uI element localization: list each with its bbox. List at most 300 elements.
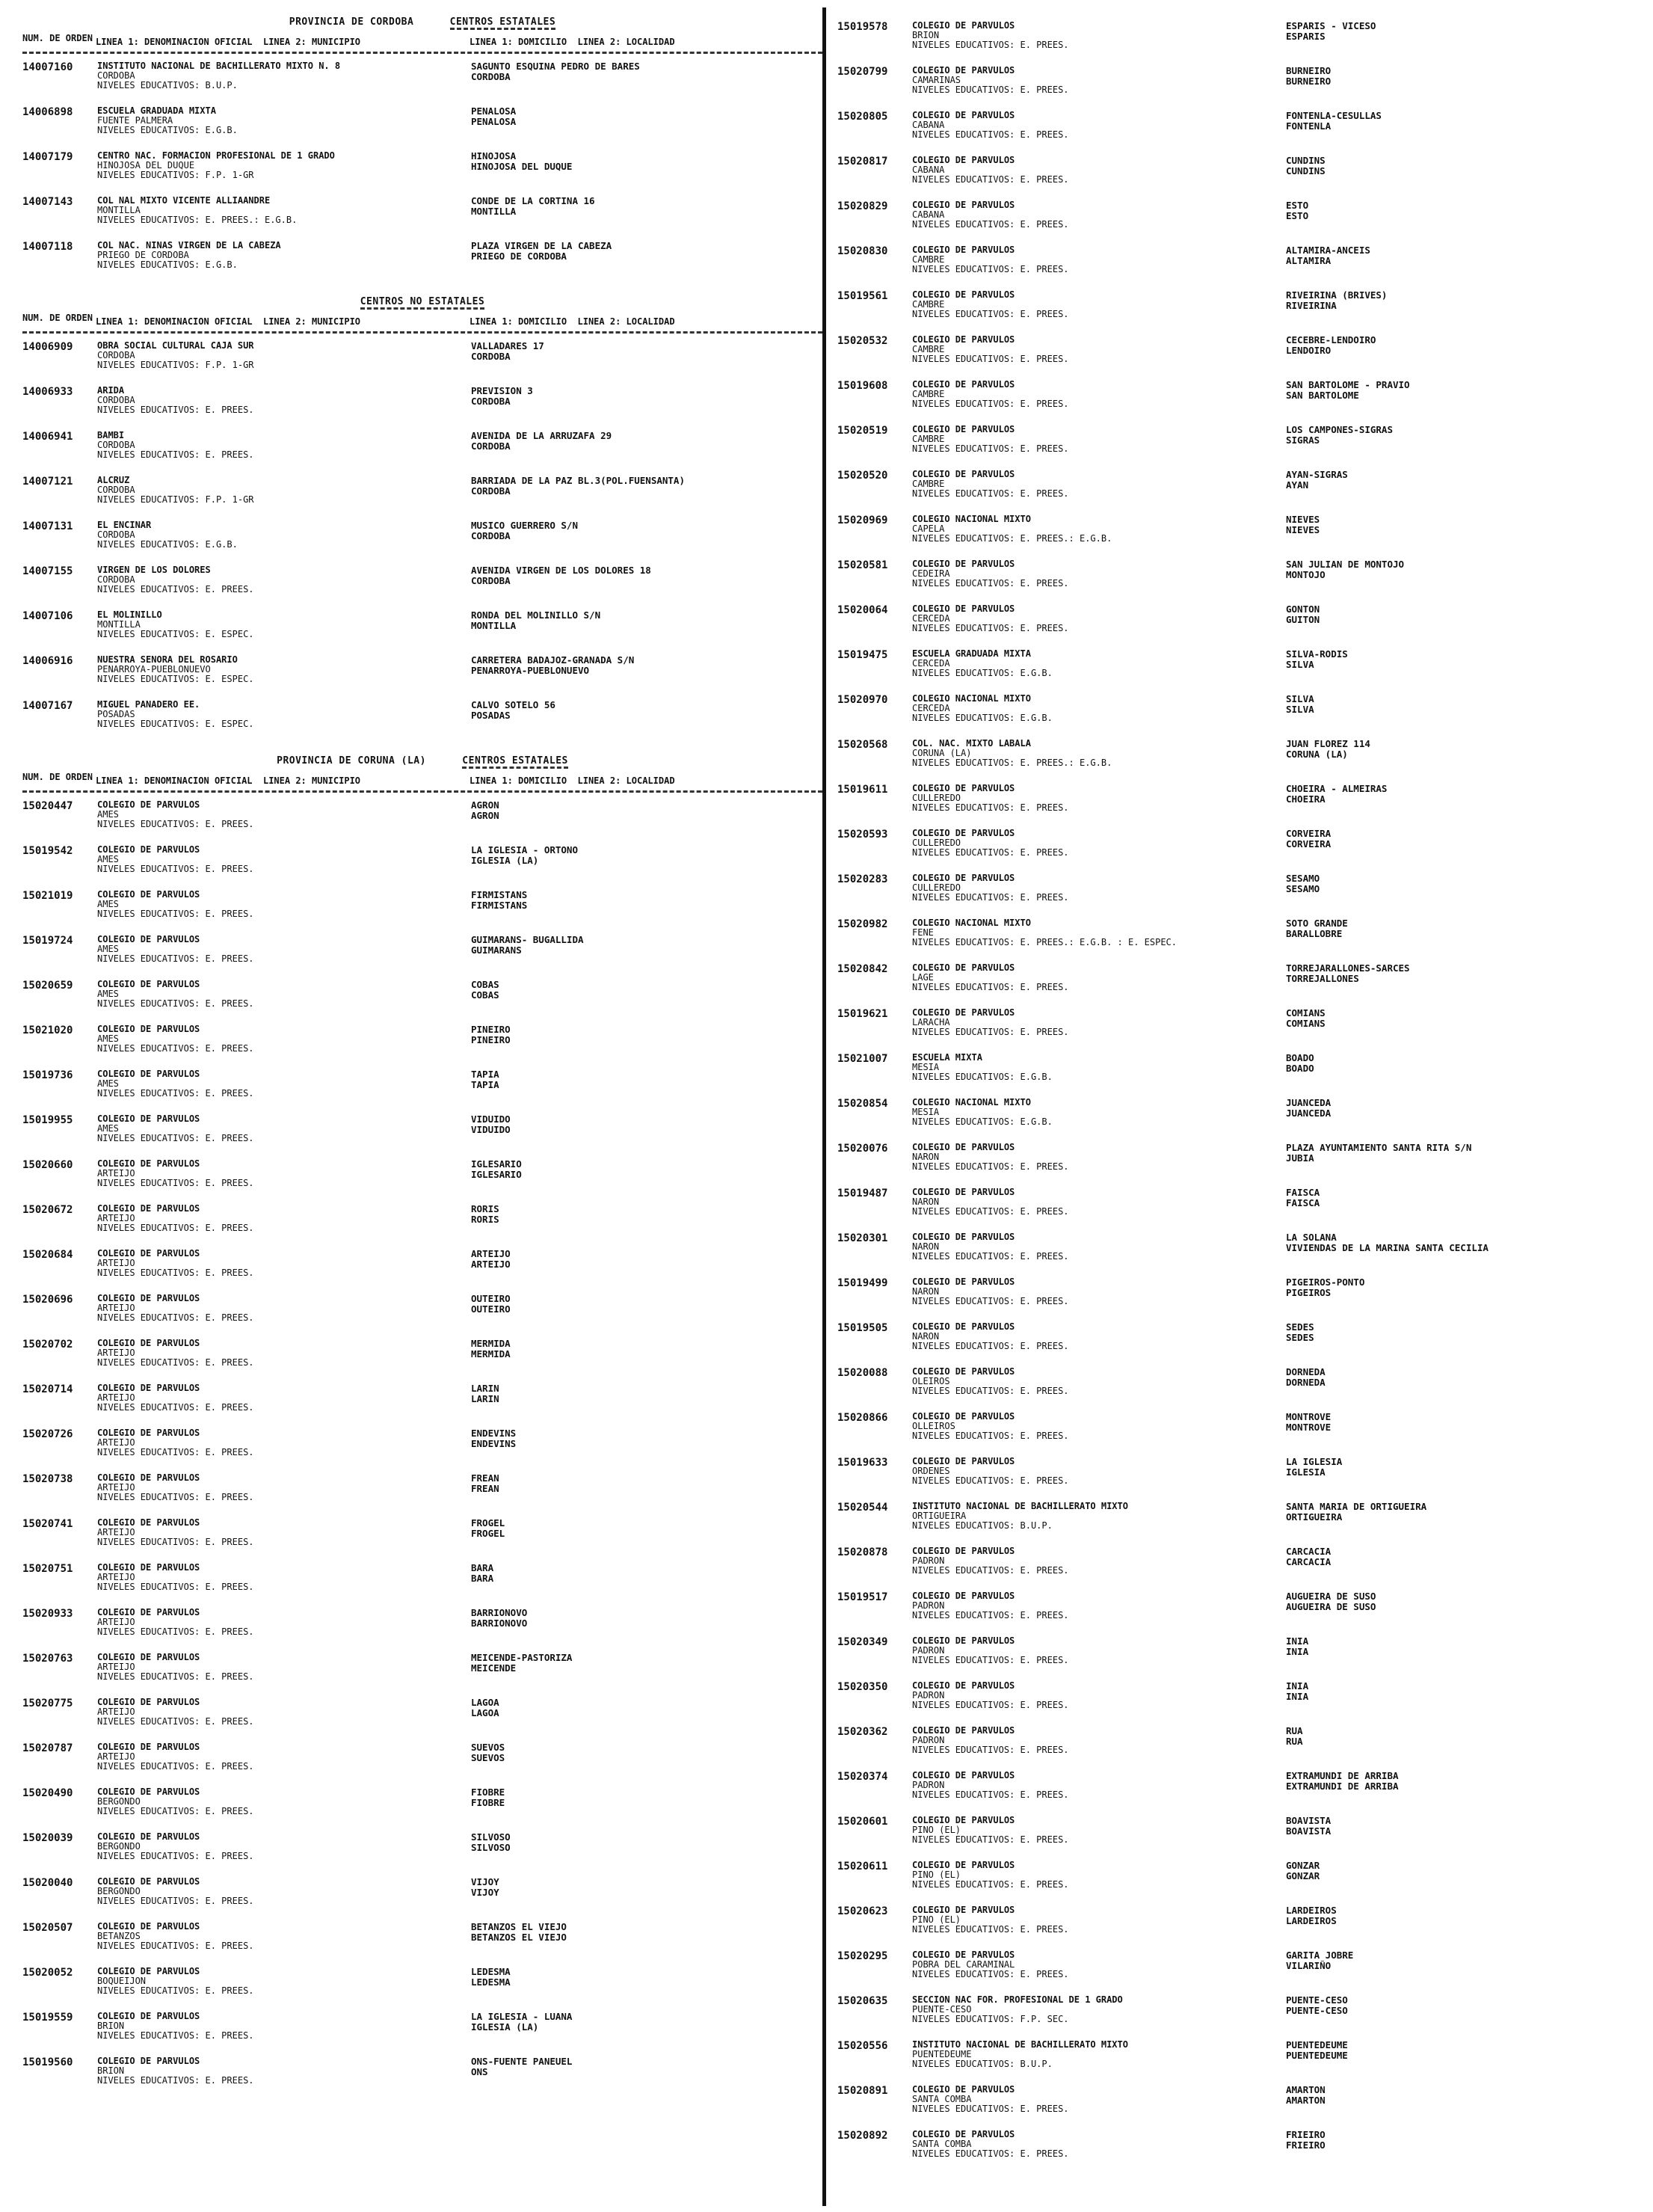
list-item (22, 1159, 822, 1204)
entry-address (1286, 694, 1637, 715)
entry-domicilio: ESPARIS - VICESO (1286, 21, 1376, 31)
entry-localidad: VIJOY (471, 1887, 499, 1898)
entry-municipio: CAMBRE (912, 255, 945, 265)
entry-name: COLEGIO DE PARVULOS (97, 1563, 200, 1573)
entry-address (471, 1922, 822, 1943)
list-item (22, 106, 822, 151)
list-item (837, 425, 1637, 470)
entry-denomination (97, 1877, 471, 1906)
entry-localidad: HINOJOSA DEL DUQUE (471, 162, 573, 172)
entry-domicilio: SUEVOS (471, 1742, 505, 1753)
entry-code: 15020076 (837, 1143, 888, 1155)
entry-denomination (912, 1950, 1286, 1979)
entry-code: 15019559 (22, 2012, 73, 2024)
entry-name: COLEGIO DE PARVULOS (97, 1428, 200, 1438)
entry-denomination (912, 694, 1286, 723)
entry-domicilio: CONDE DE LA CORTINA 16 (471, 196, 595, 206)
entry-niveles: NIVELES EDUCATIVOS: E. PREES. (912, 130, 1069, 140)
entry-domicilio: RORIS (471, 1204, 499, 1214)
entry-localidad: PIGEIROS (1286, 1288, 1332, 1298)
entry-domicilio: BARRIONOVO (471, 1608, 528, 1618)
entry-denomination (97, 845, 471, 874)
entry-denomination (97, 2056, 471, 2086)
entry-name: COLEGIO DE PARVULOS (912, 1771, 1015, 1781)
entry-municipio: CORDOBA (97, 485, 135, 495)
entry-localidad: BETANZOS EL VIEJO (471, 1932, 567, 1943)
entry-niveles: NIVELES EDUCATIVOS: E. PREES. (912, 85, 1069, 95)
entry-address (471, 1473, 822, 1494)
list-item (837, 649, 1637, 694)
entry-localidad: MONTOJO (1286, 570, 1326, 580)
entry-code: 15020635 (837, 1995, 888, 2007)
entry-domicilio: PENALOSA (471, 106, 517, 117)
entry-code: 15020556 (837, 2040, 888, 2052)
entry-name: COLEGIO DE PARVULOS (912, 1861, 1015, 1870)
entry-code: 15020714 (22, 1383, 73, 1395)
entry-address (1286, 335, 1637, 356)
entry-niveles: NIVELES EDUCATIVOS: E. PREES. (97, 1223, 254, 1233)
entry-name: COLEGIO DE PARVULOS (97, 1204, 200, 1214)
entry-localidad: GUITON (1286, 615, 1320, 625)
entry-niveles: NIVELES EDUCATIVOS: E. PREES. (97, 1134, 254, 1143)
list-item (837, 873, 1637, 918)
entry-code: 15020520 (837, 470, 888, 482)
entry-address (1286, 1726, 1637, 1747)
entry-municipio: PUENTEDEUME (912, 2050, 972, 2059)
entry-niveles: NIVELES EDUCATIVOS: E. PREES. (912, 2104, 1069, 2114)
entry-denomination (912, 1322, 1286, 1351)
list-item (837, 380, 1637, 425)
entry-name: COLEGIO DE PARVULOS (97, 1159, 200, 1169)
entry-niveles: NIVELES EDUCATIVOS: E. PREES. (912, 1431, 1069, 1441)
entry-denomination (912, 1188, 1286, 1217)
entry-denomination (912, 604, 1286, 633)
entry-niveles: NIVELES EDUCATIVOS: E. PREES. (912, 1611, 1069, 1620)
entry-code: 15020283 (837, 873, 888, 885)
entry-code: 15020891 (837, 2085, 888, 2097)
entry-domicilio: PREVISION 3 (471, 386, 533, 396)
entry-name: COLEGIO NACIONAL MIXTO (912, 514, 1031, 524)
entry-address (471, 106, 822, 127)
entry-denomination (97, 1742, 471, 1772)
section-coruna-estatales (22, 755, 822, 2112)
entry-domicilio: LARDEIROS (1286, 1905, 1337, 1916)
entry-code: 15020970 (837, 694, 888, 706)
entry-domicilio: GONTON (1286, 604, 1320, 615)
entry-denomination (97, 1249, 471, 1278)
entry-municipio: ARTEIJO (97, 1483, 135, 1493)
entry-municipio: CERCEDA (912, 704, 950, 713)
entry-domicilio: BARA (471, 1563, 494, 1573)
entry-domicilio: CECEBRE-LENDOIRO (1286, 335, 1376, 345)
entry-code: 15020787 (22, 1742, 73, 1754)
entry-code: 15020374 (837, 1771, 888, 1783)
entry-code: 14007160 (22, 61, 73, 73)
list-item (837, 200, 1637, 245)
entry-municipio: CAMBRE (912, 434, 945, 444)
entry-address (1286, 739, 1637, 760)
entry-code: 15020933 (22, 1608, 73, 1620)
entry-address (1286, 1636, 1637, 1657)
entry-denomination (912, 1502, 1286, 1531)
entry-name: COLEGIO DE PARVULOS (97, 1294, 200, 1303)
entry-municipio: PUENTE-CESO (912, 2005, 972, 2015)
entry-niveles: NIVELES EDUCATIVOS: E. PREES. (97, 405, 254, 415)
entry-municipio: PADRON (912, 1736, 945, 1745)
entry-niveles: NIVELES EDUCATIVOS: B.U.P. (97, 81, 238, 90)
entry-domicilio: SAN BARTOLOME - PRAVIO (1286, 380, 1410, 390)
list-item (22, 386, 822, 431)
entry-municipio: BERGONDO (97, 1797, 141, 1807)
entry-municipio: CEDEIRA (912, 569, 950, 579)
entry-niveles: NIVELES EDUCATIVOS: E. PREES. (97, 1986, 254, 1996)
entry-name: COLEGIO DE PARVULOS (912, 335, 1015, 345)
entry-address (471, 980, 822, 1001)
entry-localidad: CORDOBA (471, 441, 511, 452)
list-item (837, 66, 1637, 111)
entry-municipio: ARTEIJO (97, 1303, 135, 1313)
list-item (22, 1877, 822, 1922)
entry-code: 15020775 (22, 1698, 73, 1709)
entry-municipio: FUENTE PALMERA (97, 116, 173, 126)
entry-code: 15020969 (837, 514, 888, 526)
entry-domicilio: LOS CAMPONES-SIGRAS (1286, 425, 1393, 435)
entry-address (471, 386, 822, 407)
entry-localidad: CORDOBA (471, 396, 511, 407)
entry-domicilio: INIA (1286, 1636, 1309, 1647)
entry-localidad: CARCACIA (1286, 1557, 1332, 1567)
entry-name: COLEGIO DE PARVULOS (912, 425, 1015, 434)
entry-denomination (97, 1787, 471, 1816)
entry-address (1286, 1053, 1637, 1074)
list-item (22, 2012, 822, 2056)
entry-address (471, 1249, 822, 1270)
entry-code: 15019505 (837, 1322, 888, 1334)
entry-code: 15020611 (837, 1861, 888, 1872)
entry-denomination (912, 111, 1286, 140)
entry-domicilio: HINOJOSA (471, 151, 517, 162)
entry-name: COLEGIO DE PARVULOS (97, 1877, 200, 1887)
entry-denomination (912, 1457, 1286, 1486)
entry-code: 15020447 (22, 800, 73, 812)
entry-name: COLEGIO NACIONAL MIXTO (912, 1098, 1031, 1107)
entry-domicilio: CUNDINS (1286, 156, 1326, 166)
list-item (837, 1367, 1637, 1412)
entry-municipio: ARTEIJO (97, 1393, 135, 1403)
entry-domicilio: VALLADARES 17 (471, 341, 544, 351)
entry-localidad: LENDOIRO (1286, 345, 1332, 356)
entry-localidad: EXTRAMUNDI DE ARRIBA (1286, 1781, 1399, 1792)
entry-address (471, 610, 822, 631)
entry-name: COLEGIO DE PARVULOS (97, 1608, 200, 1617)
entry-name: OBRA SOCIAL CULTURAL CAJA SUR (97, 341, 254, 351)
list-item (837, 1995, 1637, 2040)
entry-denomination (97, 1204, 471, 1233)
entry-municipio: ARTEIJO (97, 1528, 135, 1537)
entry-municipio: MONTILLA (97, 620, 141, 630)
entry-municipio: BRION (97, 2021, 125, 2031)
entry-niveles: NIVELES EDUCATIVOS: E. PREES. (97, 1896, 254, 1906)
header-linea2-mun: LINEA 2: MUNICIPIO (262, 37, 361, 47)
entry-code: 15019542 (22, 845, 73, 857)
entry-denomination (912, 1053, 1286, 1082)
entry-name: COLEGIO DE PARVULOS (97, 1249, 200, 1259)
entry-localidad: INIA (1286, 1692, 1309, 1702)
entry-municipio: ARTEIJO (97, 1752, 135, 1762)
list-item (837, 1188, 1637, 1232)
list-item (837, 559, 1637, 604)
entry-address (1286, 2130, 1637, 2151)
entry-municipio: BRION (97, 2066, 125, 2076)
entry-niveles: NIVELES EDUCATIVOS: E. PREES.: E.G.B. : E. ESPEC. (912, 938, 1178, 947)
entry-address (471, 1204, 822, 1225)
entry-denomination (97, 1069, 471, 1099)
entry-municipio: ARTEIJO (97, 1707, 135, 1717)
entry-code: 15021007 (837, 1053, 888, 1065)
list-item (22, 1518, 822, 1563)
entry-localidad: ESPARIS (1286, 31, 1326, 42)
list-item (22, 241, 822, 286)
entry-domicilio: FONTENLA-CESULLAS (1286, 111, 1382, 121)
list-item (837, 514, 1637, 559)
entry-name: ESCUELA GRADUADA MIXTA (912, 649, 1031, 659)
entry-municipio: CORUNA (LA) (912, 749, 972, 758)
entry-name: NUESTRA SENORA DEL ROSARIO (97, 655, 238, 665)
entry-denomination (912, 1277, 1286, 1306)
entry-address (1286, 1546, 1637, 1567)
list-item (837, 1905, 1637, 1950)
entry-localidad: BOADO (1286, 1063, 1314, 1074)
entry-denomination (912, 739, 1286, 768)
entry-domicilio: PLAZA AYUNTAMIENTO SANTA RITA S/N (1286, 1143, 1472, 1153)
entry-municipio: NARON (912, 1287, 940, 1297)
entry-name: COLEGIO DE PARVULOS (912, 1008, 1015, 1018)
entry-code: 15020040 (22, 1877, 73, 1889)
entry-localidad: SILVOSO (471, 1843, 511, 1853)
entry-address (1286, 963, 1637, 984)
entry-address (471, 431, 822, 452)
list-item (837, 335, 1637, 380)
entry-denomination (912, 290, 1286, 319)
entry-name: COLEGIO DE PARVULOS (912, 1591, 1015, 1601)
list-item (837, 21, 1637, 66)
list-item (837, 604, 1637, 649)
entry-niveles: NIVELES EDUCATIVOS: E. PREES. (912, 893, 1069, 903)
left-column (22, 0, 822, 2112)
list-item (22, 431, 822, 476)
entry-municipio: CAMBRE (912, 345, 945, 354)
entry-domicilio: LEDESMA (471, 1967, 511, 1977)
entry-name: INSTITUTO NACIONAL DE BACHILLERATO MIXTO (912, 1502, 1128, 1511)
entry-denomination (97, 890, 471, 919)
entry-name: COLEGIO DE PARVULOS (912, 1322, 1015, 1332)
entry-municipio: MESIA (912, 1107, 940, 1117)
header-left (96, 772, 470, 786)
entry-localidad: PENALOSA (471, 117, 517, 127)
entry-code: 15020738 (22, 1473, 73, 1485)
list-item (22, 845, 822, 890)
entry-denomination (97, 700, 471, 729)
entry-code: 15020799 (837, 66, 888, 78)
entry-name: COLEGIO DE PARVULOS (912, 1546, 1015, 1556)
entry-domicilio: FIRMISTANS (471, 890, 528, 900)
entry-address (1286, 1412, 1637, 1433)
entry-niveles: NIVELES EDUCATIVOS: E. PREES. (912, 579, 1069, 589)
list-item (837, 1591, 1637, 1636)
list-item (837, 694, 1637, 739)
section-cordoba-no-estatales (22, 296, 822, 755)
entry-domicilio: AUGUEIRA DE SUSO (1286, 1591, 1376, 1602)
entry-municipio: BERGONDO (97, 1887, 141, 1896)
entry-domicilio: JUANCEDA (1286, 1098, 1332, 1108)
entry-domicilio: IGLESARIO (471, 1159, 522, 1170)
entry-niveles: NIVELES EDUCATIVOS: E. PREES. (912, 624, 1069, 633)
list-item (22, 800, 822, 845)
entry-domicilio: ENDEVINS (471, 1428, 517, 1439)
entry-name: COLEGIO DE PARVULOS (97, 1383, 200, 1393)
entry-niveles: NIVELES EDUCATIVOS: E. PREES. (912, 444, 1069, 454)
header-linea1-dom: LINEA 1: DOMICILIO (470, 37, 567, 47)
list-item (22, 151, 822, 196)
entry-localidad: SESAMO (1286, 884, 1320, 894)
entry-municipio: AMES (97, 855, 119, 864)
entry-localidad: DORNEDA (1286, 1377, 1326, 1388)
list-item (837, 1546, 1637, 1591)
entry-municipio: POSADAS (97, 710, 135, 719)
entry-code: 14007167 (22, 700, 73, 712)
entry-niveles: NIVELES EDUCATIVOS: E. PREES. (912, 175, 1069, 185)
entry-niveles: NIVELES EDUCATIVOS: E. PREES. (912, 1880, 1069, 1890)
entry-name: EL ENCINAR (97, 520, 152, 530)
entry-address (1286, 1232, 1637, 1253)
entry-denomination (97, 935, 471, 964)
entry-localidad: LEDESMA (471, 1977, 511, 1988)
entry-denomination (97, 1024, 471, 1054)
section-title (22, 755, 822, 771)
column-header (22, 312, 822, 334)
entry-address (471, 1698, 822, 1718)
entry-name: COLEGIO DE PARVULOS (97, 845, 200, 855)
entry-domicilio: GONZAR (1286, 1861, 1320, 1871)
list-item (837, 1861, 1637, 1905)
list-item (22, 890, 822, 935)
entry-address (471, 1877, 822, 1898)
column-header (22, 32, 822, 54)
entry-name: COLEGIO DE PARVULOS (97, 1518, 200, 1528)
entry-denomination (912, 1681, 1286, 1710)
entry-niveles: NIVELES EDUCATIVOS: E. PREES. (912, 220, 1069, 230)
entry-localidad: BURNEIRO (1286, 76, 1332, 87)
entry-localidad: SAN BARTOLOME (1286, 390, 1359, 401)
entry-niveles: NIVELES EDUCATIVOS: E. PREES. (97, 999, 254, 1009)
entry-code: 15020763 (22, 1653, 73, 1665)
entry-niveles: NIVELES EDUCATIVOS: E. PREES. (97, 1313, 254, 1323)
entry-denomination (912, 1636, 1286, 1665)
header-linea2-loc: LINEA 2: LOCALIDAD (577, 37, 675, 47)
entry-code: 15020601 (837, 1816, 888, 1828)
entry-denomination (912, 1412, 1286, 1441)
entry-code: 15019499 (837, 1277, 888, 1289)
right-column (837, 0, 1637, 2185)
entry-denomination (912, 2130, 1286, 2159)
entry-domicilio: ALTAMIRA-ANCEIS (1286, 245, 1370, 256)
entry-municipio: ARTEIJO (97, 1348, 135, 1358)
header-linea1-dom: LINEA 1: DOMICILIO (470, 775, 567, 786)
entry-code: 14007118 (22, 241, 73, 253)
entry-municipio: CERCEDA (912, 614, 950, 624)
list-item (837, 1277, 1637, 1322)
entry-denomination (97, 655, 471, 684)
entry-code: 14006898 (22, 106, 73, 118)
entry-municipio: CABANA (912, 210, 945, 220)
entry-municipio: CORDOBA (97, 575, 135, 585)
entry-localidad: SILVA (1286, 660, 1314, 670)
entry-denomination (912, 559, 1286, 589)
entry-code: 15020349 (837, 1636, 888, 1648)
entry-niveles: NIVELES EDUCATIVOS: E. PREES.: E.G.B. (912, 758, 1112, 768)
entry-niveles: NIVELES EDUCATIVOS: F.P. 1-GR (97, 170, 254, 180)
entry-niveles: NIVELES EDUCATIVOS: E. PREES. (912, 1207, 1069, 1217)
entry-code: 15020817 (837, 156, 888, 168)
section-cordoba-estatales (22, 0, 822, 296)
entry-municipio: SANTA COMBA (912, 2095, 972, 2104)
entry-niveles: NIVELES EDUCATIVOS: E. PREES. (912, 803, 1069, 813)
entry-name: COLEGIO DE PARVULOS (97, 1967, 200, 1976)
list-item (837, 1008, 1637, 1053)
entry-denomination (912, 1546, 1286, 1576)
entry-name: COLEGIO DE PARVULOS (97, 1698, 200, 1707)
entry-niveles: NIVELES EDUCATIVOS: E. PREES. (912, 1835, 1069, 1845)
entry-domicilio: JUAN FLOREZ 114 (1286, 739, 1370, 749)
list-item (837, 2130, 1637, 2175)
entry-domicilio: FAISCA (1286, 1188, 1320, 1198)
entry-municipio: ARTEIJO (97, 1259, 135, 1268)
list-item (22, 1787, 822, 1832)
entry-municipio: CAMARIÑAS (912, 76, 961, 85)
entry-code: 15019475 (837, 649, 888, 661)
entry-list (22, 341, 822, 755)
entry-localidad: RIVEIRINA (1286, 301, 1337, 311)
entry-name: COLEGIO DE PARVULOS (912, 2085, 1015, 2095)
list-item (22, 1428, 822, 1473)
entry-domicilio: AYAN-SIGRAS (1286, 470, 1348, 480)
entry-code: 15020039 (22, 1832, 73, 1844)
entry-municipio: CAMBRE (912, 479, 945, 489)
entry-name: COLEGIO DE PARVULOS (912, 829, 1015, 838)
entry-municipio: SANTA COMBA (912, 2139, 972, 2149)
entry-domicilio: OUTEIRO (471, 1294, 511, 1304)
entry-localidad: VILARIÑO (1286, 1961, 1332, 1971)
entry-address (1286, 1950, 1637, 1971)
entry-municipio: CORDOBA (97, 396, 135, 405)
entry-niveles: NIVELES EDUCATIVOS: E. PREES. (97, 1762, 254, 1772)
entry-localidad: LARDEIROS (1286, 1916, 1337, 1926)
entry-domicilio: ESTO (1286, 200, 1309, 211)
entry-domicilio: CARRETERA BADAJOZ-GRANADA S/N (471, 655, 635, 666)
entry-localidad: ONS (471, 2067, 488, 2077)
entry-code: 15020696 (22, 1294, 73, 1306)
entry-municipio: FENE (912, 928, 934, 938)
entry-domicilio: BARRIADA DE LA PAZ BL.3(POL.FUENSANTA) (471, 476, 685, 486)
entry-name: COLEGIO DE PARVULOS (912, 66, 1015, 76)
entry-localidad: CORDOBA (471, 576, 511, 586)
entry-address (471, 241, 822, 262)
entry-denomination (912, 21, 1286, 50)
entry-address (471, 890, 822, 911)
entry-niveles: NIVELES EDUCATIVOS: E. PREES. (97, 1493, 254, 1502)
list-item (837, 784, 1637, 829)
entry-denomination (912, 1591, 1286, 1620)
